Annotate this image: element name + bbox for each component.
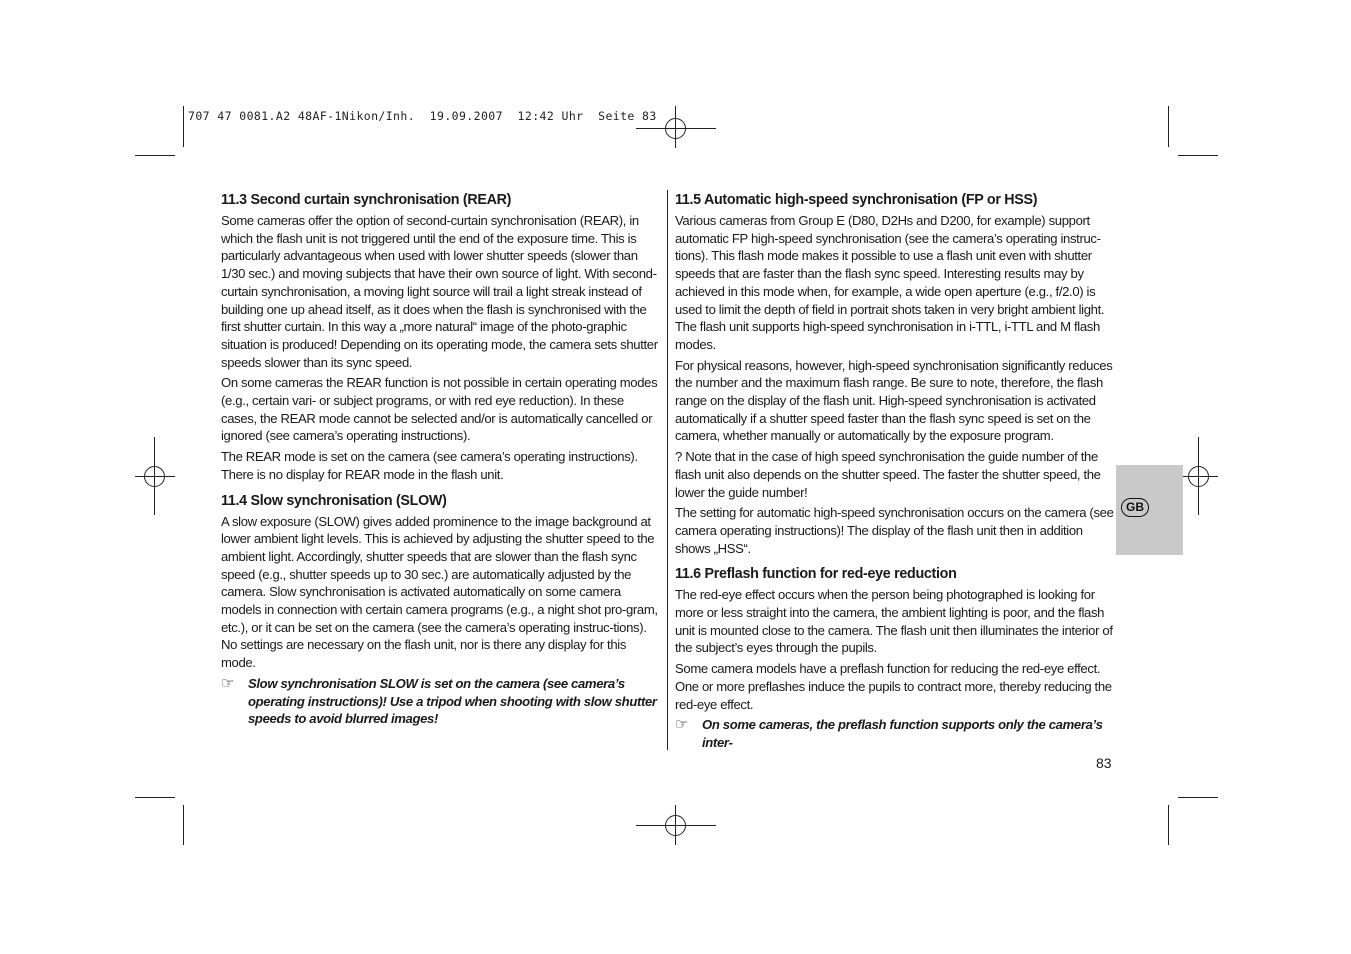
print-header: 707 47 0081.A2 48AF-1Nikon/Inh. 19.09.2007 12:42 Uhr Seite 83 xyxy=(188,109,657,123)
section-heading-11-4: 11.4 Slow synchronisation (SLOW) xyxy=(221,492,447,509)
crop-mark-bottom-left-vertical xyxy=(183,805,184,845)
paragraph: The setting for automatic high-speed synchronisation occurs on the camera (see camera operating instructions)! The display of the flash unit then in addition shows „HSS“. xyxy=(675,505,1114,556)
note-text: Slow synchronisation SLOW is set on the camera (see camera’s operating instructions)! Use a tripod when shooting with slow shutter speeds to avoid blurred images! xyxy=(248,675,657,727)
paragraph: The red-eye effect occurs when the person being photographed is looking for more or less straight into the camera, the ambient lighting is poor, and the flash unit is mounted close to the camera. The flash unit then illuminates the interior of the subject’s eyes through the pupils. xyxy=(675,587,1113,656)
right-column xyxy=(675,190,1117,752)
paragraph: Some cameras offer the option of second-curtain synchronisation (REAR), in which the flash unit is not triggered until the end of the exposure time. This is particularly advantageous when used with lower shutter speeds (slower than 1/30 sec.) and moving subjects that have their own source of light. With second-curtain synchronisation, a moving light source will trail a light streak instead of building one up ahead itself, as it does when the flash is synchronised with the first shutter curtain. In this way a „more natural“ image of the photo-graphic situation is produced! Depending on its operating mode, the camera sets shutter speeds slower than its sync speed. xyxy=(221,213,658,370)
paragraph: Various cameras from Group E (D80, D2Hs and D200, for example) support automatic FP high-speed synchronisation (see the camera’s operating instruc-tions). This flash mode makes it possible to use a flash unit even with shutter speeds that are faster than the flash sync speed. Interesting results may by achieved in this mode when, for example, a wide open aperture (e.g., f/2.0) is used to limit the depth of field in portrait shots taken in very bright ambient light. The flash unit supports high-speed synchronisation in i-TTL, i-TTL and M flash modes. xyxy=(675,213,1105,352)
paragraph: Some camera models have a preflash function for reducing the red-eye effect. One or more preflashes induce the pupils to contract more, thereby reducing the red-eye effect. xyxy=(675,661,1112,712)
note-block xyxy=(675,716,1117,751)
page-number: 83 xyxy=(1096,755,1112,771)
section-heading-11-5: 11.5 Automatic high-speed synchronisation (FP or HSS) xyxy=(675,192,1038,208)
crop-mark-bottom-left-horizontal xyxy=(135,797,175,798)
crop-mark-top-right-horizontal xyxy=(1178,155,1218,156)
crop-mark-top-left-horizontal xyxy=(135,155,175,156)
note-text: On some cameras, the preflash function supports only the camera’s inter- xyxy=(702,717,1103,750)
paragraph: A slow exposure (SLOW) gives added prominence to the image background at lower ambient light levels. This is achieved by adjusting the shutter speed to the ambient light. Accordingly, shutter speeds that are slower than the flash sync speed (e.g., shutter speeds up to 30 sec.) are automatically adjusted by the camera. Slow synchronisation is activated automatically on some camera models in connection with certain camera programs (e.g., a night shot pro-gram, etc.), or it can be set on the camera (see the camera’s operating instruc-tions). No settings are necessary on the flash unit, nor is there any display for this mode. xyxy=(221,513,658,671)
language-badge: GB xyxy=(1121,498,1149,517)
section-heading-11-3: 11.3 Second curtain synchronisation (REAR) xyxy=(221,192,512,208)
note-block xyxy=(221,675,661,728)
section-heading-11-6: 11.6 Preflash function for red-eye reduction xyxy=(675,566,957,583)
crop-mark-top-left-vertical xyxy=(183,106,184,147)
column-divider xyxy=(667,190,668,750)
paragraph: ? Note that in the case of high speed synchronisation the guide number of the flash unit also depends on the shutter speed. The faster the shutter speed, the lower the guide number! xyxy=(675,449,1101,500)
crop-mark-top-right-vertical xyxy=(1168,106,1169,147)
paragraph: On some cameras the REAR function is not possible in certain operating modes (e.g., certain vari- or subject programs, or with red eye reduction). In these cases, the REAR mode cannot be selected and/or is automatically cancelled or ignored (see camera’s operating instructions). xyxy=(221,375,658,444)
language-side-tab xyxy=(1116,465,1183,555)
crop-mark-bottom-right-horizontal xyxy=(1178,797,1218,798)
crop-mark-bottom-right-vertical xyxy=(1168,805,1169,845)
left-column xyxy=(221,190,661,728)
pointing-hand-icon: ☞ xyxy=(221,674,235,692)
paragraph: For physical reasons, however, high-speed synchronisation significantly reduces the number and the maximum flash range. Be sure to note, therefore, the flash range on the display of the flash unit. High-speed synchronisation is activated automatically if a shutter speed faster than the flash sync speed is set on the camera, whether manually or automatically by the exposure program. xyxy=(675,357,1113,444)
pointing-hand-icon: ☞ xyxy=(675,716,689,734)
paragraph: The REAR mode is set on the camera (see camera’s operating instructions). There is no display for REAR mode in the flash unit. xyxy=(221,449,638,482)
